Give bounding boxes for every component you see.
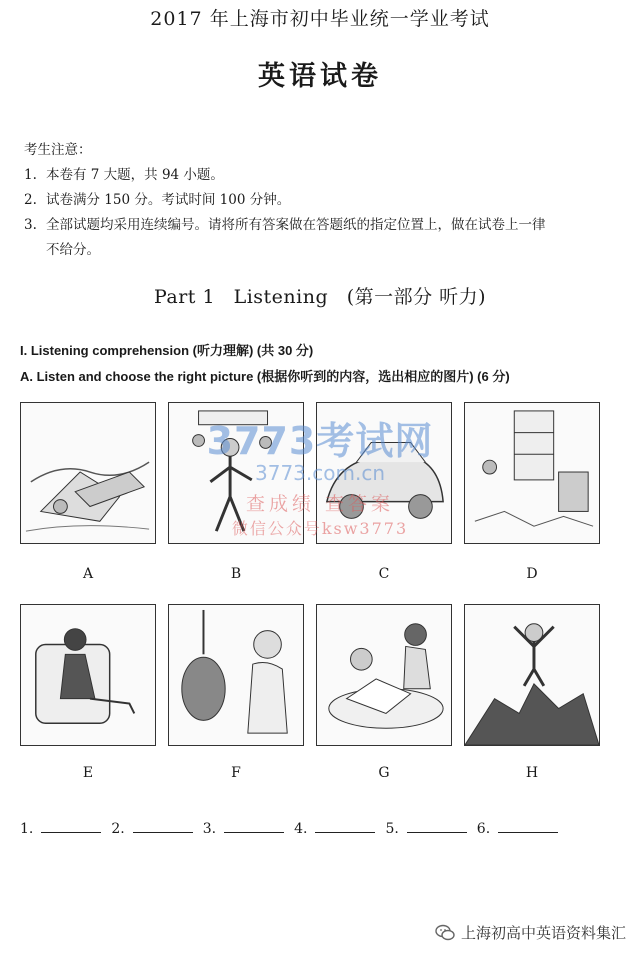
answer-blank[interactable]	[315, 818, 375, 833]
part-name: Listening	[233, 286, 329, 308]
messy-room-picture	[465, 403, 599, 543]
car-picture	[317, 403, 451, 543]
exam-title: 2017 年上海市初中毕业统一学业考试	[150, 8, 490, 30]
notice-item	[24, 163, 624, 188]
picture-e	[20, 604, 156, 746]
candidate-notice	[24, 138, 624, 263]
picture-label-h: H	[525, 765, 539, 781]
answer-number: 2.	[111, 821, 125, 837]
picture-label-b: B	[230, 566, 242, 582]
picture-d	[464, 402, 600, 544]
part-heading	[0, 282, 640, 309]
answer-blanks	[20, 818, 558, 837]
notice-item-number: 1.	[24, 167, 37, 183]
watermark-logo: 3773考试网	[206, 419, 434, 463]
answer-slot[interactable]	[294, 818, 375, 837]
answer-number: 3.	[202, 821, 217, 837]
person-in-armchair-picture	[21, 605, 155, 745]
answer-slot[interactable]	[111, 818, 192, 837]
runner-at-start-picture	[169, 403, 303, 543]
notice-item-text: 本卷有 7 大题，共 94 小题。	[46, 167, 224, 183]
wechat-icon	[435, 924, 455, 942]
answer-blank[interactable]	[133, 818, 193, 833]
notice-item-number: 2.	[24, 192, 37, 208]
answer-number: 6.	[476, 821, 491, 837]
picture-c	[316, 402, 452, 544]
subject-title: 英语试卷	[258, 61, 382, 92]
notice-item-continued: 不给分。	[46, 242, 100, 258]
subsection-heading: A. Listen and choose the right picture (根据你听到的内容，选出相应的图片) (6 分)	[20, 369, 510, 384]
picture-label-a: A	[82, 566, 94, 582]
person-on-mountain-top-picture	[465, 605, 599, 745]
answer-slot[interactable]	[477, 818, 558, 837]
picture-label-f: F	[231, 765, 241, 781]
watermark-account: 微信公众号ksw3773	[231, 519, 409, 538]
picture-b	[168, 402, 304, 544]
picture-h	[464, 604, 600, 746]
picture-a	[20, 402, 156, 544]
answer-blank[interactable]	[498, 818, 558, 833]
picture-label-d: D	[526, 566, 538, 582]
punching-bag-picture	[169, 605, 303, 745]
notice-heading: 考生注意：	[24, 142, 92, 158]
answer-slot[interactable]	[385, 818, 466, 837]
source-account	[435, 922, 626, 943]
notice-item	[24, 213, 624, 238]
answer-slot[interactable]	[20, 818, 101, 837]
answer-number: 5.	[385, 821, 399, 837]
picture-label-g: G	[378, 765, 390, 781]
two-people-with-map-picture	[317, 605, 451, 745]
answer-blank[interactable]	[407, 818, 467, 833]
answer-number: 1.	[20, 821, 34, 837]
picture-label-c: C	[378, 566, 390, 582]
people-lying-on-sand-picture	[21, 403, 155, 543]
watermark-slogan: 查成绩 查答案	[245, 493, 395, 515]
watermark-url: 3773.com.cn	[255, 461, 385, 485]
notice-item-number: 3.	[24, 217, 37, 233]
notice-item	[24, 188, 624, 213]
notice-item-text: 全部试题均采用连续编号。请将所有答案做在答题纸的指定位置上，做在试卷上一律	[46, 217, 546, 233]
section-heading: I. Listening comprehension (听力理解) (共 30 分)	[20, 343, 314, 358]
answer-blank[interactable]	[41, 818, 101, 833]
source-account-name: 上海初高中英语资料集汇	[460, 924, 626, 942]
notice-item-text: 试卷满分 150 分。考试时间 100 分钟。	[46, 192, 291, 208]
picture-f	[168, 604, 304, 746]
part-name-cn: (第一部分 听力)	[346, 286, 487, 308]
picture-label-e: E	[82, 765, 94, 781]
answer-number: 4.	[294, 821, 308, 837]
answer-slot[interactable]	[203, 818, 284, 837]
answer-blank[interactable]	[224, 818, 284, 833]
picture-g	[316, 604, 452, 746]
part-number: Part 1	[153, 286, 216, 308]
